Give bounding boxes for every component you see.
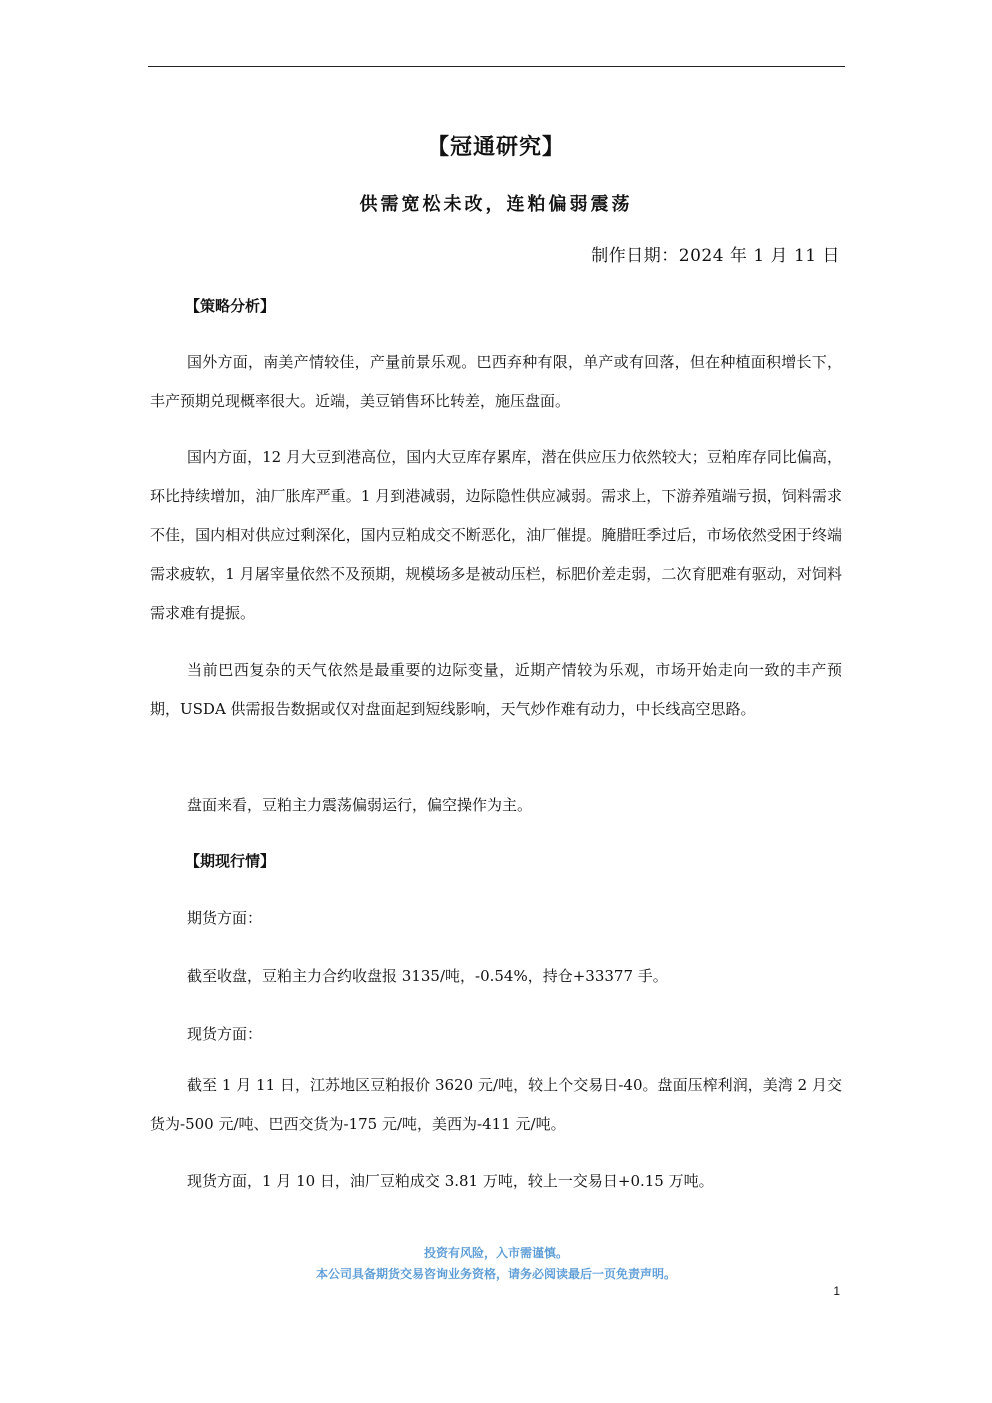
spot-text-2: 现货方面，1 月 10 日，油厂豆粕成交 3.81 万吨，较上一交易日+0.15 万吨。 bbox=[187, 1172, 714, 1190]
header-rule bbox=[148, 66, 845, 67]
disclaimer-note: 本公司具备期货交易咨询业务资格，请务必阅读最后一页免责声明。 bbox=[315, 1267, 676, 1281]
report-title: 供需宽松未改，连粕偏弱震荡 bbox=[359, 194, 633, 215]
report-date: 制作日期：2024 年 1 月 11 日 bbox=[591, 246, 840, 266]
section-heading-strategy: 【策略分析】 bbox=[185, 297, 276, 315]
page-number: 1 bbox=[833, 1284, 840, 1298]
futures-label: 期货方面： bbox=[187, 909, 263, 927]
brand-title: 【冠通研究】 bbox=[426, 134, 565, 160]
strategy-paragraph: 国内方面，12 月大豆到港高位，国内大豆库存累库，潜在供应压力依然较大；豆粕库存同比偏高，环比持续增加，油厂胀库严重。1 月到港减弱，边际隐性供应减弱。需求上，下游养殖端亏损，饲料需求不佳，国内相对供应过剩深化，国内豆粕成交不断恶化，油厂催提。腌腊旺季过后，市场依然受困于终端需求疲软，1 月屠宰量依然不及预期，规模场多是被动压栏，标肥价差走弱，二次育肥难有驱动，对饲料需求难有提振。 bbox=[150, 448, 842, 622]
strategy-paragraph: 盘面来看，豆粕主力震荡偏弱运行，偏空操作为主。 bbox=[187, 796, 533, 814]
section-heading-market: 【期现行情】 bbox=[185, 852, 276, 870]
spot-label: 现货方面： bbox=[187, 1025, 263, 1043]
risk-warning: 投资有风险，入市需谨慎。 bbox=[423, 1246, 568, 1260]
strategy-paragraph: 国外方面，南美产情较佳，产量前景乐观。巴西弃种有限，单产或有回落，但在种植面积增长下，丰产预期兑现概率很大。近端，美豆销售环比转差，施压盘面。 bbox=[150, 353, 842, 410]
strategy-paragraph: 当前巴西复杂的天气依然是最重要的边际变量，近期产情较为乐观，市场开始走向一致的丰产预期，USDA 供需报告数据或仅对盘面起到短线影响，天气炒作难有动力，中长线高空思路。 bbox=[150, 661, 842, 718]
spot-text: 截至 1 月 11 日，江苏地区豆粕报价 3620 元/吨，较上个交易日-40。盘面压榨利润，美湾 2 月交货为-500 元/吨、巴西交货为-175 元/吨，美西为-411 元/吨。 bbox=[150, 1076, 842, 1133]
futures-text: 截至收盘，豆粕主力合约收盘报 3135/吨，-0.54%，持仓+33377 手。 bbox=[187, 967, 668, 985]
